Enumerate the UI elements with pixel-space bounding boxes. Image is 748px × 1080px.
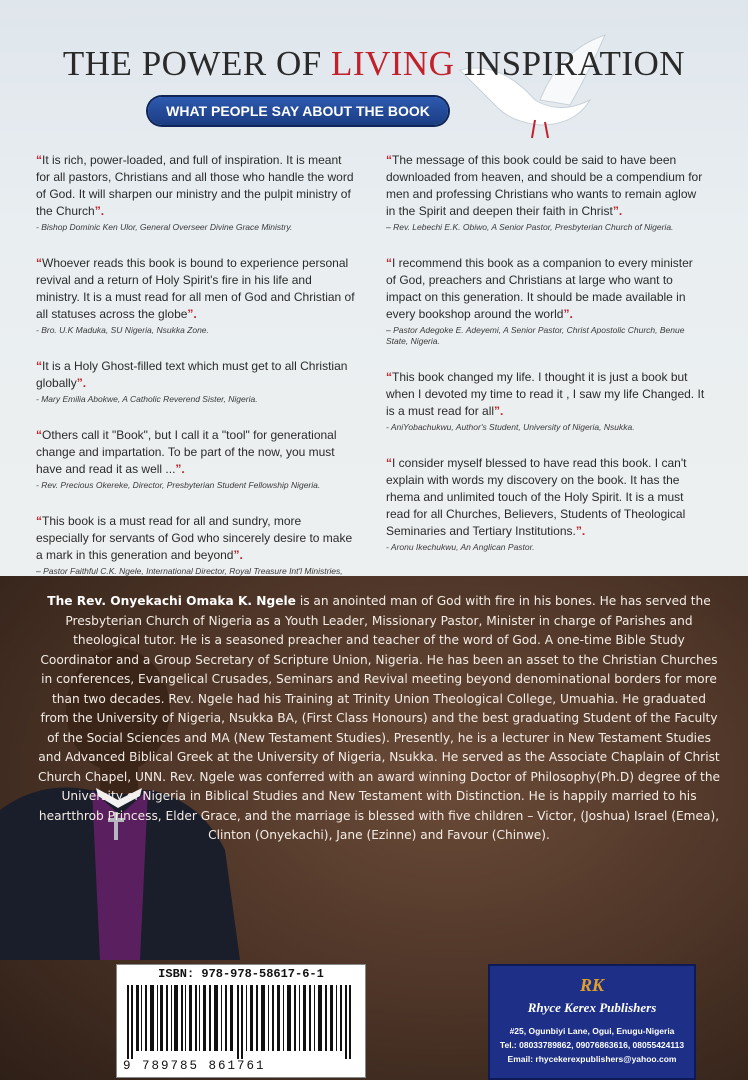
isbn-barcode xyxy=(116,964,366,1078)
publisher-email: Email: rhycekerexpublishers@yahoo.com xyxy=(507,1054,677,1064)
author-biography xyxy=(36,592,722,846)
publisher-name: Rhyce Kerex Publishers xyxy=(527,1000,657,1015)
book-title: THE POWER OF LIVING INSPIRATION xyxy=(62,44,686,83)
testimonial-text: “ This book is a must read for all and sundry, more especially for servants of God who sincerely desire to make a mark in this generation and beyond ”. xyxy=(36,513,356,564)
section-banner: WHAT PEOPLE SAY ABOUT THE BOOK xyxy=(148,97,448,125)
testimonial-text: “ I consider myself blessed to have read this book. I can't explain with words my discovery on the book. It has the rhema and unlimited touch of the Holy Spirit. It is a must read for all Churches, Believers, Students of Theological Seminaries and Tertiary Institutions. ”. xyxy=(386,455,706,540)
testimonial xyxy=(386,369,706,433)
testimonial-text: “ I recommend this book as a companion to every minister of God, preachers and Christians at large who want to impact on this generation. It should be made available in every bookshop around the world ”. xyxy=(386,255,706,323)
publisher-logo xyxy=(572,972,612,998)
testimonial xyxy=(36,358,356,405)
author-bio-text: is an anointed man of God with fire in his bones. He has served the Presbyterian Church of Nigeria as a Youth Leader, Missionary Pastor, Minister in charge of Parishes and theological tutor. He is a seasoned preacher and teacher of the word of God. A one-time Bible Study Coordinator and a Group Secretary of Scripture Union, Nigeria. He has been an asset to the Christian Churches in conferences, Evangelical Crusades, Seminars and Revival meeting beyond denominational borders for more than two decades. Rev. Ngele had his Training at Trinity Union Theological College, Umuahia. He graduated from the University of Nigeria, Nsukka BA, (First Class Honours) and the best graduating Student of the Faculty of the Social Sciences and MA (New Testament Studies). Presently, he is a lecturer in New Testament Studies and Advanced Biblical Greek at the University of Nigeria, Nsukka. He served as the Associate Chaplain of Christ Church Chapel, UNN. Rev. Ngele was conferred with an award winning Doctor of Philosophy(Ph.D) degree of the University of Nigeria in Biblical Studies and New Testament with Distinction. He is happily married to his heartthrob Princess, Elder Grace, and the marriage is blessed with five children – Victor, (Joshua) Israel (Emea), Clinton (Onyekachi), Jane (Ezinne) and Favour (Chinwe). xyxy=(37,594,721,842)
testimonial-author: - AniYobachukwu, Author's Student, University of Nigeria, Nsukka. xyxy=(386,422,635,432)
publisher-logo-text: RK xyxy=(579,975,605,995)
testimonial xyxy=(36,255,356,336)
testimonial xyxy=(386,455,706,553)
testimonial-author: - Rev. Precious Okereke, Director, Presbyterian Student Fellowship Nigeria. xyxy=(36,480,321,490)
publisher-block xyxy=(488,964,696,1080)
publisher-address: #25, Ogunbiyi Lane, Ogui, Enugu-Nigeria xyxy=(509,1026,675,1036)
testimonial-author: - Bishop Dominic Ken Ulor, General Overseer Divine Grace Ministry. xyxy=(36,222,293,232)
author-name: The Rev. Onyekachi Omaka K. Ngele xyxy=(47,594,296,608)
testimonial-text: “ It is rich, power-loaded, and full of inspiration. It is meant for all pastors, Christians and all those who handle the word of God. It will sharpen our ministry and the pulpit ministry of the Church ”. xyxy=(36,152,356,220)
testimonials-right-column xyxy=(386,152,706,575)
testimonial-author: - Mary Emilia Abokwe, A Catholic Reverend Sister, Nigeria. xyxy=(36,394,258,404)
publisher-phones: Tel.: 08033789862, 09076863616, 08055424113 xyxy=(499,1040,685,1050)
testimonial-text: “ Others call it "Book", but I call it a "tool" for generational change and impartation. To be part of the now, you must have and read it as well ... ”. xyxy=(36,427,356,478)
testimonial-text: “ Whoever reads this book is bound to experience personal revival and a return of Holy Spirit's fire in his life and ministry. It is a must read for all men of God and Christian of all statuses across the globe ”. xyxy=(36,255,356,323)
isbn-label: ISBN: 978-978-58617-6-1 xyxy=(158,967,324,981)
testimonial-author: - Bro. U.K Maduka, SU Nigeria, Nsukka Zone. xyxy=(36,325,209,335)
barcode-digits: 9 789785 861761 xyxy=(123,1059,266,1073)
testimonial-author: – Pastor Faithful C.K. Ngele, International Director, Royal Treasure Int'l Ministries, xyxy=(36,566,343,576)
testimonial xyxy=(36,152,356,233)
testimonials-left-column xyxy=(36,152,356,610)
testimonial xyxy=(36,427,356,491)
testimonial-text: “ It is a Holy Ghost-filled text which must get to all Christian globally ”. xyxy=(36,358,356,392)
testimonial-text: “ This book changed my life. I thought it is just a book but when I devoted my time to read it , I saw my life Changed. It is a must read for all ”. xyxy=(386,369,706,420)
testimonial-author: – Pastor Adegoke E. Adeyemi, A Senior Pastor, Christ Apostolic Church, Benue State, Nigeria. xyxy=(386,325,685,346)
barcode-bars xyxy=(127,985,355,1059)
testimonial-author: – Rev. Lebechi E.K. Obiwo, A Senior Pastor, Presbyterian Church of Nigeria. xyxy=(386,222,674,232)
testimonial-text: “ The message of this book could be said to have been downloaded from heaven, and should be a compendium for men and professing Christians who wants to remain aglow in the Spirit and deepen their faith in Christ ”. xyxy=(386,152,706,220)
testimonial xyxy=(386,255,706,347)
testimonial xyxy=(386,152,706,233)
testimonial-author: - Aronu Ikechukwu, An Anglican Pastor. xyxy=(386,542,535,552)
